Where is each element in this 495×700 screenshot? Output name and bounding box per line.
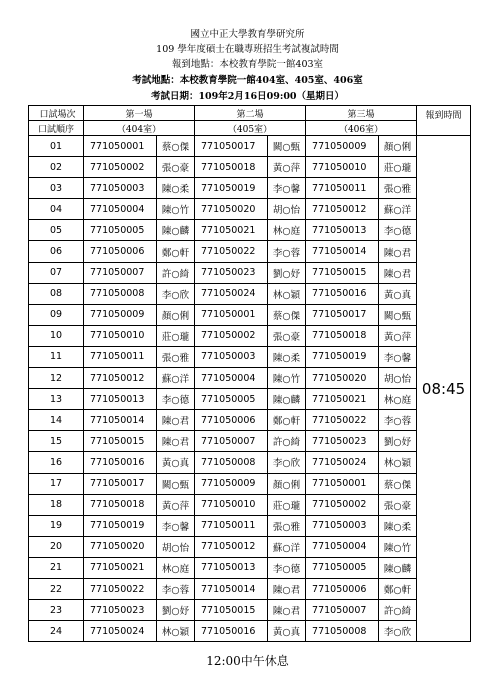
- venue-1-room: （404室）: [84, 121, 195, 136]
- table-row: [29, 136, 471, 157]
- venue-2-name-cell: 顏○俐: [268, 473, 306, 494]
- table-row: [29, 557, 471, 578]
- venue-1-id-cell: 771050023: [84, 600, 157, 621]
- venue-1-name-cell: 陳○君: [157, 410, 195, 431]
- venue-3-name-cell: 許○綺: [379, 600, 417, 621]
- table-row: [29, 199, 471, 220]
- venue-3-id-cell: 771050003: [306, 515, 379, 536]
- venue-1-id-cell: 771050007: [84, 262, 157, 283]
- venue-1-name-cell: 胡○怡: [157, 536, 195, 557]
- venue-2-room: （405室）: [195, 121, 306, 136]
- table-row: [29, 600, 471, 621]
- venue-3-id-cell: 771050019: [306, 346, 379, 367]
- venue-3-id-cell: 771050020: [306, 368, 379, 389]
- venue-1-id-cell: 771050009: [84, 304, 157, 325]
- institute-title: 國立中正大學教育學研究所: [190, 29, 305, 40]
- exam-title: 109 學年度碩士在職專班招生考試複試時間: [156, 44, 339, 55]
- order-cell: 15: [29, 431, 84, 452]
- order-cell: 02: [29, 157, 84, 178]
- exam-date: 考試日期：109年2月16日09:00（星期日）: [150, 91, 345, 102]
- venue-2-name-cell: 林○穎: [268, 283, 306, 304]
- venue-2-id-cell: 771050004: [195, 368, 268, 389]
- venue-1-name-cell: 張○雅: [157, 346, 195, 367]
- venue-2-name-cell: 蘇○洋: [268, 536, 306, 557]
- order-cell: 18: [29, 494, 84, 515]
- table-row: [29, 494, 471, 515]
- venue-2-id-cell: 771050021: [195, 220, 268, 241]
- table-row: [29, 473, 471, 494]
- venue-3-name-cell: 胡○怡: [379, 368, 417, 389]
- table-row: [29, 578, 471, 599]
- venue-1-name-cell: 許○綺: [157, 262, 195, 283]
- venue-3-name-cell: 闕○甄: [379, 304, 417, 325]
- venue-3-name-cell: 顏○俐: [379, 136, 417, 157]
- venue-1-id-cell: 771050010: [84, 325, 157, 346]
- venue-1-name-cell: 鄭○軒: [157, 241, 195, 262]
- venue-1-name-cell: 蘇○洋: [157, 368, 195, 389]
- venue-2-name-cell: 張○雅: [268, 515, 306, 536]
- venue-1-id-cell: 771050016: [84, 452, 157, 473]
- table-row: [29, 304, 471, 325]
- venue-3-id-cell: 771050017: [306, 304, 379, 325]
- order-cell: 17: [29, 473, 84, 494]
- venue-2-id-cell: 771050006: [195, 410, 268, 431]
- venue-3-name-cell: 陳○柔: [379, 515, 417, 536]
- venue-2-id-cell: 771050010: [195, 494, 268, 515]
- venue-3-name-cell: 李○馨: [379, 346, 417, 367]
- venue-2-name-cell: 陳○君: [268, 578, 306, 599]
- order-cell: 08: [29, 283, 84, 304]
- venue-3-id-cell: 771050012: [306, 199, 379, 220]
- venue-2-name-cell: 闕○甄: [268, 136, 306, 157]
- table-row: [29, 536, 471, 557]
- venue-3-id-cell: 771050010: [306, 157, 379, 178]
- table-row: [29, 178, 471, 199]
- order-cell: 23: [29, 600, 84, 621]
- venue-1-id-cell: 771050020: [84, 536, 157, 557]
- venue-1-id-cell: 771050014: [84, 410, 157, 431]
- venue-3-id-cell: 771050013: [306, 220, 379, 241]
- venue-3-name-cell: 張○豪: [379, 494, 417, 515]
- venue-1-name-cell: 莊○瓏: [157, 325, 195, 346]
- venue-2-id-cell: 771050012: [195, 536, 268, 557]
- venue-1-id-cell: 771050018: [84, 494, 157, 515]
- venue-1-name-cell: 劉○妤: [157, 600, 195, 621]
- venue-3-id-cell: 771050011: [306, 178, 379, 199]
- order-col-label: 口試順序: [29, 121, 84, 136]
- table-row: [29, 621, 471, 642]
- venue-2-id-cell: 771050019: [195, 178, 268, 199]
- venue-2-id-cell: 771050007: [195, 431, 268, 452]
- venue-2-name-cell: 陳○柔: [268, 346, 306, 367]
- venue-3-id-cell: 771050014: [306, 241, 379, 262]
- venue-1-name-cell: 林○庭: [157, 557, 195, 578]
- venue-1-name-cell: 陳○柔: [157, 178, 195, 199]
- venue-2-id-cell: 771050011: [195, 515, 268, 536]
- venue-1-name-cell: 陳○君: [157, 431, 195, 452]
- venue-1-name-cell: 黃○真: [157, 452, 195, 473]
- venue-1-name-cell: 李○蓉: [157, 578, 195, 599]
- order-cell: 11: [29, 346, 84, 367]
- venue-3-name-cell: 黃○真: [379, 283, 417, 304]
- order-cell: 07: [29, 262, 84, 283]
- venue-1-name-cell: 李○德: [157, 389, 195, 410]
- venue-1-name-cell: 闕○甄: [157, 473, 195, 494]
- venue-1-name-cell: 顏○俐: [157, 304, 195, 325]
- venue-3-name-cell: 蔡○傑: [379, 473, 417, 494]
- venue-3-id-cell: 771050018: [306, 325, 379, 346]
- venue-2-id-cell: 771050001: [195, 304, 268, 325]
- venue-2-name-cell: 劉○妤: [268, 262, 306, 283]
- venue-2-id-cell: 771050024: [195, 283, 268, 304]
- venue-1-id-cell: 771050001: [84, 136, 157, 157]
- venue-1-name-cell: 李○欣: [157, 283, 195, 304]
- table-row: [29, 283, 471, 304]
- venue-2-id-cell: 771050009: [195, 473, 268, 494]
- venue-2-name-cell: 胡○怡: [268, 199, 306, 220]
- header-row-bottom: [29, 121, 471, 136]
- venue-3-id-cell: 771050005: [306, 557, 379, 578]
- venue-1-id-cell: 771050021: [84, 557, 157, 578]
- order-cell: 14: [29, 410, 84, 431]
- table-row: [29, 241, 471, 262]
- venue-2-name-cell: 李○德: [268, 557, 306, 578]
- venue-1-id-cell: 771050017: [84, 473, 157, 494]
- order-cell: 24: [29, 621, 84, 642]
- venue-3-name-cell: 劉○妤: [379, 431, 417, 452]
- venue-2-name-cell: 黃○真: [268, 621, 306, 642]
- order-cell: 16: [29, 452, 84, 473]
- venue-1-name-cell: 蔡○傑: [157, 136, 195, 157]
- order-cell: 05: [29, 220, 84, 241]
- table-row: [29, 515, 471, 536]
- venue-1-id-cell: 771050004: [84, 199, 157, 220]
- venue-3-id-cell: 771050008: [306, 621, 379, 642]
- header-row-top: [29, 106, 471, 121]
- table-row: [29, 431, 471, 452]
- table-row: [29, 346, 471, 367]
- venue-2-id-cell: 771050013: [195, 557, 268, 578]
- venue-1-id-cell: 771050002: [84, 157, 157, 178]
- venue-2-id-cell: 771050002: [195, 325, 268, 346]
- interview-schedule-table: [28, 105, 471, 642]
- venue-2-name-cell: 陳○君: [268, 600, 306, 621]
- venue-3-name-cell: 張○雅: [379, 178, 417, 199]
- venue-2-name-cell: 許○綺: [268, 431, 306, 452]
- venue-3-id-cell: 771050002: [306, 494, 379, 515]
- table-row: [29, 220, 471, 241]
- venue-2-id-cell: 771050005: [195, 389, 268, 410]
- order-cell: 21: [29, 557, 84, 578]
- venue-1-id-cell: 771050011: [84, 346, 157, 367]
- venue-1-name-cell: 張○豪: [157, 157, 195, 178]
- venue-3-name-cell: 李○蓉: [379, 410, 417, 431]
- venue-3-name: 第三場: [306, 106, 417, 121]
- venue-1-id-cell: 771050008: [84, 283, 157, 304]
- table-row: [29, 410, 471, 431]
- venue-3-id-cell: 771050023: [306, 431, 379, 452]
- venue-2-name: 第二場: [195, 106, 306, 121]
- venue-3-id-cell: 771050016: [306, 283, 379, 304]
- order-cell: 12: [29, 368, 84, 389]
- venue-2-name-cell: 黃○萍: [268, 157, 306, 178]
- exam-location: 考試地點：本校教育學院一館404室、405室、406室: [132, 75, 363, 86]
- order-cell: 01: [29, 136, 84, 157]
- venue-1-id-cell: 771050019: [84, 515, 157, 536]
- venue-3-id-cell: 771050007: [306, 600, 379, 621]
- session-col-label: 口試場次: [29, 106, 84, 121]
- venue-2-id-cell: 771050023: [195, 262, 268, 283]
- order-cell: 03: [29, 178, 84, 199]
- order-cell: 04: [29, 199, 84, 220]
- venue-3-name-cell: 蘇○洋: [379, 199, 417, 220]
- venue-3-id-cell: 771050001: [306, 473, 379, 494]
- venue-2-name-cell: 莊○瓏: [268, 494, 306, 515]
- venue-2-id-cell: 771050022: [195, 241, 268, 262]
- venue-3-room: （406室）: [306, 121, 417, 136]
- venue-1-id-cell: 771050015: [84, 431, 157, 452]
- lunch-break-note: 12:00中午休息: [206, 654, 289, 668]
- table-row: [29, 157, 471, 178]
- order-cell: 22: [29, 578, 84, 599]
- venue-1-name-cell: 陳○竹: [157, 199, 195, 220]
- venue-3-name-cell: 李○德: [379, 220, 417, 241]
- venue-2-id-cell: 771050020: [195, 199, 268, 220]
- venue-3-id-cell: 771050006: [306, 578, 379, 599]
- venue-3-name-cell: 莊○瓏: [379, 157, 417, 178]
- venue-1-id-cell: 771050006: [84, 241, 157, 262]
- venue-1-name-cell: 李○馨: [157, 515, 195, 536]
- venue-3-name-cell: 黃○萍: [379, 325, 417, 346]
- venue-3-id-cell: 771050015: [306, 262, 379, 283]
- order-cell: 13: [29, 389, 84, 410]
- venue-1-name: 第一場: [84, 106, 195, 121]
- venue-3-id-cell: 771050024: [306, 452, 379, 473]
- venue-3-name-cell: 陳○麟: [379, 557, 417, 578]
- venue-3-name-cell: 陳○君: [379, 262, 417, 283]
- order-cell: 19: [29, 515, 84, 536]
- venue-2-id-cell: 771050015: [195, 600, 268, 621]
- venue-2-id-cell: 771050008: [195, 452, 268, 473]
- venue-2-name-cell: 李○蓉: [268, 241, 306, 262]
- venue-1-id-cell: 771050012: [84, 368, 157, 389]
- table-row: [29, 452, 471, 473]
- venue-2-name-cell: 陳○竹: [268, 368, 306, 389]
- venue-1-name-cell: 林○穎: [157, 621, 195, 642]
- table-row: [29, 368, 471, 389]
- venue-1-id-cell: 771050013: [84, 389, 157, 410]
- order-cell: 06: [29, 241, 84, 262]
- check-in-location: 報到地點：本校教育學院一館403室: [171, 59, 324, 70]
- venue-1-id-cell: 771050003: [84, 178, 157, 199]
- venue-2-id-cell: 771050003: [195, 346, 268, 367]
- venue-1-id-cell: 771050022: [84, 578, 157, 599]
- venue-2-name-cell: 鄭○軒: [268, 410, 306, 431]
- venue-3-name-cell: 李○欣: [379, 621, 417, 642]
- order-cell: 09: [29, 304, 84, 325]
- venue-2-name-cell: 李○馨: [268, 178, 306, 199]
- venue-2-name-cell: 陳○麟: [268, 389, 306, 410]
- venue-3-id-cell: 771050009: [306, 136, 379, 157]
- venue-1-id-cell: 771050024: [84, 621, 157, 642]
- table-row: [29, 389, 471, 410]
- venue-3-name-cell: 林○穎: [379, 452, 417, 473]
- order-cell: 10: [29, 325, 84, 346]
- venue-1-name-cell: 黃○萍: [157, 494, 195, 515]
- venue-2-name-cell: 蔡○傑: [268, 304, 306, 325]
- venue-2-id-cell: 771050018: [195, 157, 268, 178]
- table-row: [29, 325, 471, 346]
- venue-2-name-cell: 李○欣: [268, 452, 306, 473]
- venue-3-id-cell: 771050004: [306, 536, 379, 557]
- report-time-header: 報到時間: [417, 106, 471, 136]
- venue-1-name-cell: 陳○麟: [157, 220, 195, 241]
- order-cell: 20: [29, 536, 84, 557]
- venue-3-name-cell: 陳○竹: [379, 536, 417, 557]
- venue-3-name-cell: 陳○君: [379, 241, 417, 262]
- venue-3-name-cell: 鄭○軒: [379, 578, 417, 599]
- venue-2-id-cell: 771050016: [195, 621, 268, 642]
- venue-1-id-cell: 771050005: [84, 220, 157, 241]
- table-row: [29, 262, 471, 283]
- venue-3-id-cell: 771050022: [306, 410, 379, 431]
- venue-2-name-cell: 林○庭: [268, 220, 306, 241]
- venue-2-id-cell: 771050014: [195, 578, 268, 599]
- venue-2-id-cell: 771050017: [195, 136, 268, 157]
- venue-3-id-cell: 771050021: [306, 389, 379, 410]
- venue-2-name-cell: 張○豪: [268, 325, 306, 346]
- report-time-cell: 08:45: [417, 136, 471, 642]
- venue-3-name-cell: 林○庭: [379, 389, 417, 410]
